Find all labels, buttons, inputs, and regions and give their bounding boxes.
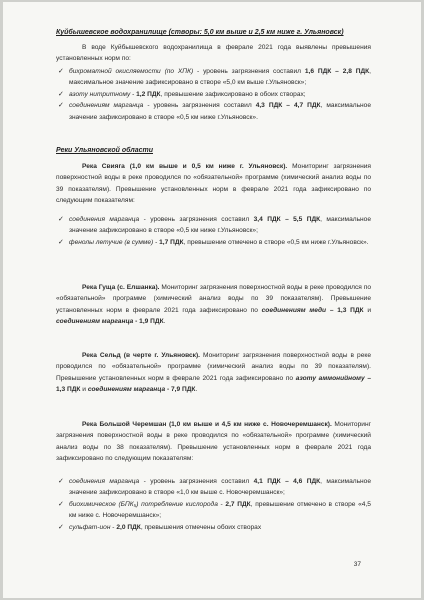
check-icon: ✓ bbox=[58, 102, 64, 110]
item-term: бихроматной окисляемости (по ХПК) bbox=[69, 68, 194, 75]
item-tail: , превышение отмечено в створе «0,5 км ниже г.Ульяновск». bbox=[183, 238, 369, 246]
sel-term-manganese: соединениям марганца bbox=[87, 386, 166, 394]
sviyaga-list bbox=[58, 214, 371, 248]
item-term: соединения марганца bbox=[69, 216, 140, 223]
list-item bbox=[58, 237, 371, 248]
item-text: - уровень загрязнения составил bbox=[139, 216, 254, 223]
sel-end: . bbox=[195, 386, 198, 394]
item-text: - bbox=[130, 90, 137, 98]
item-value: 4,1 ПДК – 4,6 ПДК bbox=[253, 478, 321, 485]
item-text: - bbox=[217, 500, 226, 508]
gusha-value-copper: – 1,3 ПДК bbox=[326, 306, 364, 314]
item-value: 1,7 ПДК bbox=[159, 238, 184, 246]
item-value: 1,2 ПДК bbox=[136, 90, 161, 98]
check-icon: ✓ bbox=[58, 90, 64, 98]
item-tail: , превышение зафиксировано в обоих створах; bbox=[160, 90, 306, 98]
sel-and: и bbox=[80, 386, 88, 394]
item-tail: , максимальное значение зафиксировано в створе «0,5 км ниже г.Ульяновск». bbox=[69, 102, 371, 121]
sel-value-manganese: - 7,9 ПДК bbox=[165, 386, 196, 394]
sviyaga-title: Река Свияга (1,0 км выше и 0,5 км ниже г. Ульяновск). bbox=[82, 163, 288, 170]
chermshan-list bbox=[58, 476, 371, 533]
item-term: биохимическое (БПК₅) потребление кислорода bbox=[69, 500, 218, 508]
item-tail: , максимальное значение зафиксировано в створе «0,5 км ниже г.Ульяновск»; bbox=[69, 216, 372, 235]
item-value: 3,4 ПДК – 5,5 ПДК bbox=[253, 216, 321, 223]
item-text: - уровень загрязнения составил bbox=[139, 478, 254, 485]
sel-value-ammonium: – 1,3 ПДК bbox=[56, 374, 371, 394]
list-item bbox=[58, 214, 371, 237]
item-term: соединения марганца bbox=[69, 478, 140, 485]
chermshan-paragraph bbox=[56, 419, 371, 465]
sel-title: Река Сельд (в черте г. Ульяновск). bbox=[82, 352, 200, 359]
gusha-and: и bbox=[363, 306, 371, 314]
item-text: - уровень загрязнения составил bbox=[193, 68, 305, 75]
gusha-value-manganese: - 1,9 ПДК bbox=[133, 318, 164, 326]
item-value: 2,0 ПДК bbox=[116, 523, 141, 531]
reservoir-intro: В воде Куйбышевского водохранилища в феврале 2021 года выявлены превышения установленных норм по: bbox=[56, 44, 371, 63]
sel-paragraph bbox=[56, 350, 371, 396]
item-tail: , максимальное значение зафиксировано в створе «5,0 км выше г.Ульяновск»; bbox=[69, 68, 372, 87]
sviyaga-text: Мониторинг загрязнения поверхностной воды в реке проводился по «обязательной» программе (химический анализ воды по 39 показателям). Превышение установленных норм в феврале 2021 года зафиксировано по следующим показателям: bbox=[56, 163, 372, 205]
item-tail: , превышение отмечено в створе «4,5 км ниже с. Новочеремшанск»; bbox=[69, 500, 371, 520]
check-icon: ✓ bbox=[58, 216, 64, 223]
check-icon: ✓ bbox=[58, 500, 64, 508]
reservoir-list bbox=[58, 66, 371, 123]
rivers-heading: Реки Ульяновской области bbox=[56, 147, 153, 154]
item-text: - уровень загрязнения составил bbox=[143, 102, 256, 110]
chermshan-text: Мониторинг загрязнения поверхностной воды в реке проводился по «обязательной» программе (химический анализ воды по 38 показателям). Превышение установленных норм в феврале 2021 года зафиксировано по следующим показателям: bbox=[56, 421, 371, 463]
item-value: 2,7 ПДК bbox=[225, 500, 251, 508]
item-text: - bbox=[153, 238, 160, 246]
check-icon: ✓ bbox=[58, 523, 64, 531]
document-page bbox=[3, 2, 421, 598]
sel-term-ammonium: азоту аммонийному bbox=[295, 374, 365, 382]
list-item bbox=[58, 100, 371, 123]
sel-text: Мониторинг загрязнения поверхностной воды в реке проводился по «обязательной» программе (химический анализ воды по 39 показателям). Превышение установленных норм в феврале 2021 года зафиксировано по bbox=[56, 352, 371, 382]
gusha-paragraph bbox=[56, 282, 371, 328]
gusha-text: Мониторинг загрязнения поверхностной воды в реке проводился по «обязательной» программе (химический анализ воды по 39 показателям). Превышение установленных норм в феврале 2021 года зафиксировано по bbox=[56, 284, 371, 314]
list-item bbox=[58, 476, 371, 499]
item-term: соединениям марганца bbox=[69, 102, 144, 110]
item-term: азоту нитритному bbox=[69, 90, 131, 98]
check-icon: ✓ bbox=[58, 478, 64, 485]
item-term: сульфат-ион bbox=[69, 523, 111, 531]
list-item bbox=[58, 499, 371, 522]
check-icon: ✓ bbox=[58, 238, 64, 246]
sviyaga-paragraph bbox=[56, 161, 371, 207]
item-value: 1,6 ПДК – 2,8 ПДК bbox=[304, 68, 370, 75]
check-icon: ✓ bbox=[58, 68, 64, 75]
list-item bbox=[58, 66, 371, 89]
gusha-term-copper: соединениям меди bbox=[261, 306, 327, 314]
item-tail: , превышения отмечены обоих створах bbox=[140, 523, 262, 531]
reservoir-heading: Куйбышевское водохранилище (створы: 5,0 км выше и 2,5 км ниже г. Ульяновск) bbox=[56, 29, 344, 36]
gusha-end: . bbox=[163, 318, 166, 326]
list-item bbox=[58, 522, 371, 533]
item-value: 4,3 ПДК – 4,7 ПДК bbox=[255, 102, 321, 110]
page-number: 37 bbox=[353, 561, 361, 568]
item-text: - bbox=[110, 523, 117, 531]
gusha-term-manganese: соединениям марганца bbox=[56, 318, 134, 326]
item-tail: , максимальное значение зафиксировано в створе «1,0 км выше с. Новочеремшанск»; bbox=[69, 478, 372, 497]
item-term: фенолы летучие (в сумме) bbox=[69, 238, 154, 246]
list-item bbox=[58, 89, 371, 100]
gusha-title: Река Гуща (с. Елшанка). bbox=[82, 284, 160, 291]
chermshan-title: Река Большой Черемшан (1,0 км выше и 4,5 км ниже с. Новочеремшанск). bbox=[82, 421, 332, 428]
